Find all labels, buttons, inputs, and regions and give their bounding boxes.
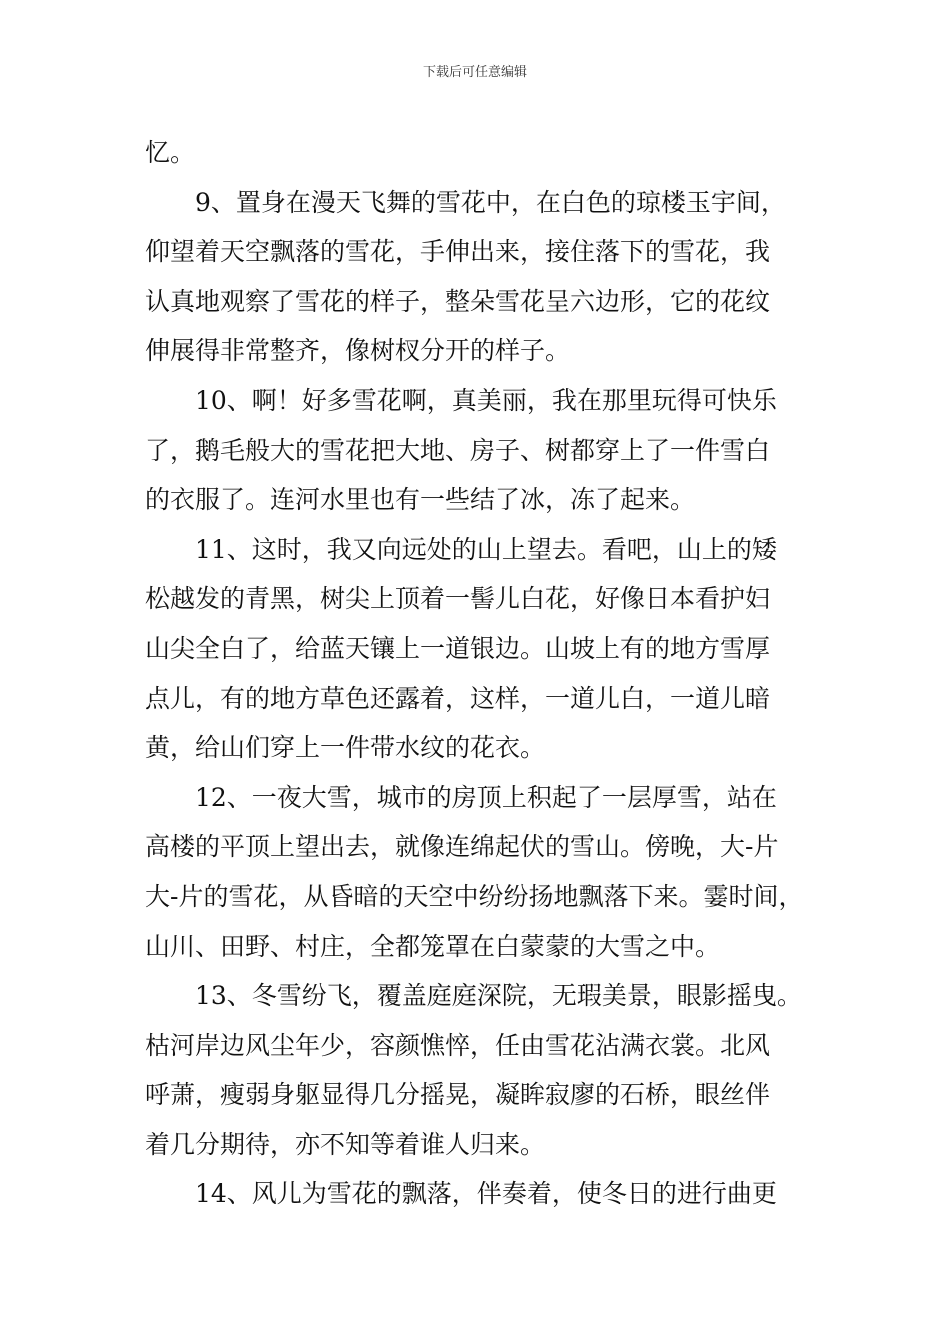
text-line-4: 认真地观察了雪花的样子，整朵雪花呈六边形，它的花纹 xyxy=(145,286,771,316)
text-line-12: 点儿，有的地方草色还露着，这样，一道儿白，一道儿暗 xyxy=(145,683,771,713)
text-line-6: 10、啊！好多雪花啊，真美丽，我在那里玩得可快乐 xyxy=(195,385,777,415)
text-line-19: 枯河岸边风尘年少，容颜憔悴，任由雪花沾满衣裳。北风 xyxy=(145,1030,771,1060)
text-line-16: 大-片的雪花，从昏暗的天空中纷纷扬地飘落下来。霎时间， xyxy=(145,881,804,911)
text-line-1: 忆。 xyxy=(145,138,196,167)
text-line-21: 着几分期待，亦不知等着谁人归来。 xyxy=(145,1129,546,1159)
text-line-20: 呼萧，瘦弱身躯显得几分摇晃，凝眸寂廖的石桥，眼丝伴 xyxy=(145,1080,771,1110)
text-line-11: 山尖全白了，给蓝天镶上一道银边。山坡上有的地方雪厚 xyxy=(145,633,771,663)
text-line-13: 黄，给山们穿上一件带水纹的花衣。 xyxy=(145,733,546,763)
text-line-18: 13、冬雪纷飞，覆盖庭庭深院，无瑕美景，眼影摇曳。 xyxy=(195,981,802,1011)
document-body xyxy=(145,128,813,1219)
text-line-15: 高楼的平顶上望出去，就像连绵起伏的雪山。傍晚，大-片 xyxy=(145,832,779,862)
text-line-2: 9、置身在漫天飞舞的雪花中，在白色的琼楼玉宇间， xyxy=(195,187,786,217)
text-line-8: 的衣服了。连河水里也有一些结了冰，冻了起来。 xyxy=(145,485,696,515)
text-line-9: 11、这时，我又向远处的山上望去。看吧，山上的矮 xyxy=(195,534,777,564)
text-line-7: 了，鹅毛般大的雪花把大地、房子、树都穿上了一件雪白 xyxy=(145,435,771,465)
text-line-17: 山川、田野、村庄，全都笼罩在白蒙蒙的大雪之中。 xyxy=(145,931,721,961)
text-line-10: 松越发的青黑，树尖上顶着一髻儿白花，好像日本看护妇 xyxy=(145,584,771,614)
text-line-14: 12、一夜大雪，城市的房顶上积起了一层厚雪，站在 xyxy=(195,782,777,812)
text-line-3: 仰望着天空飘落的雪花，手伸出来，接住落下的雪花，我 xyxy=(145,237,771,267)
text-line-5: 伸展得非常整齐，像树杈分开的样子。 xyxy=(145,336,571,366)
page-header: 下载后可任意编辑 xyxy=(422,65,527,80)
text-line-22: 14、风儿为雪花的飘落，伴奏着，使冬日的进行曲更 xyxy=(195,1179,777,1209)
